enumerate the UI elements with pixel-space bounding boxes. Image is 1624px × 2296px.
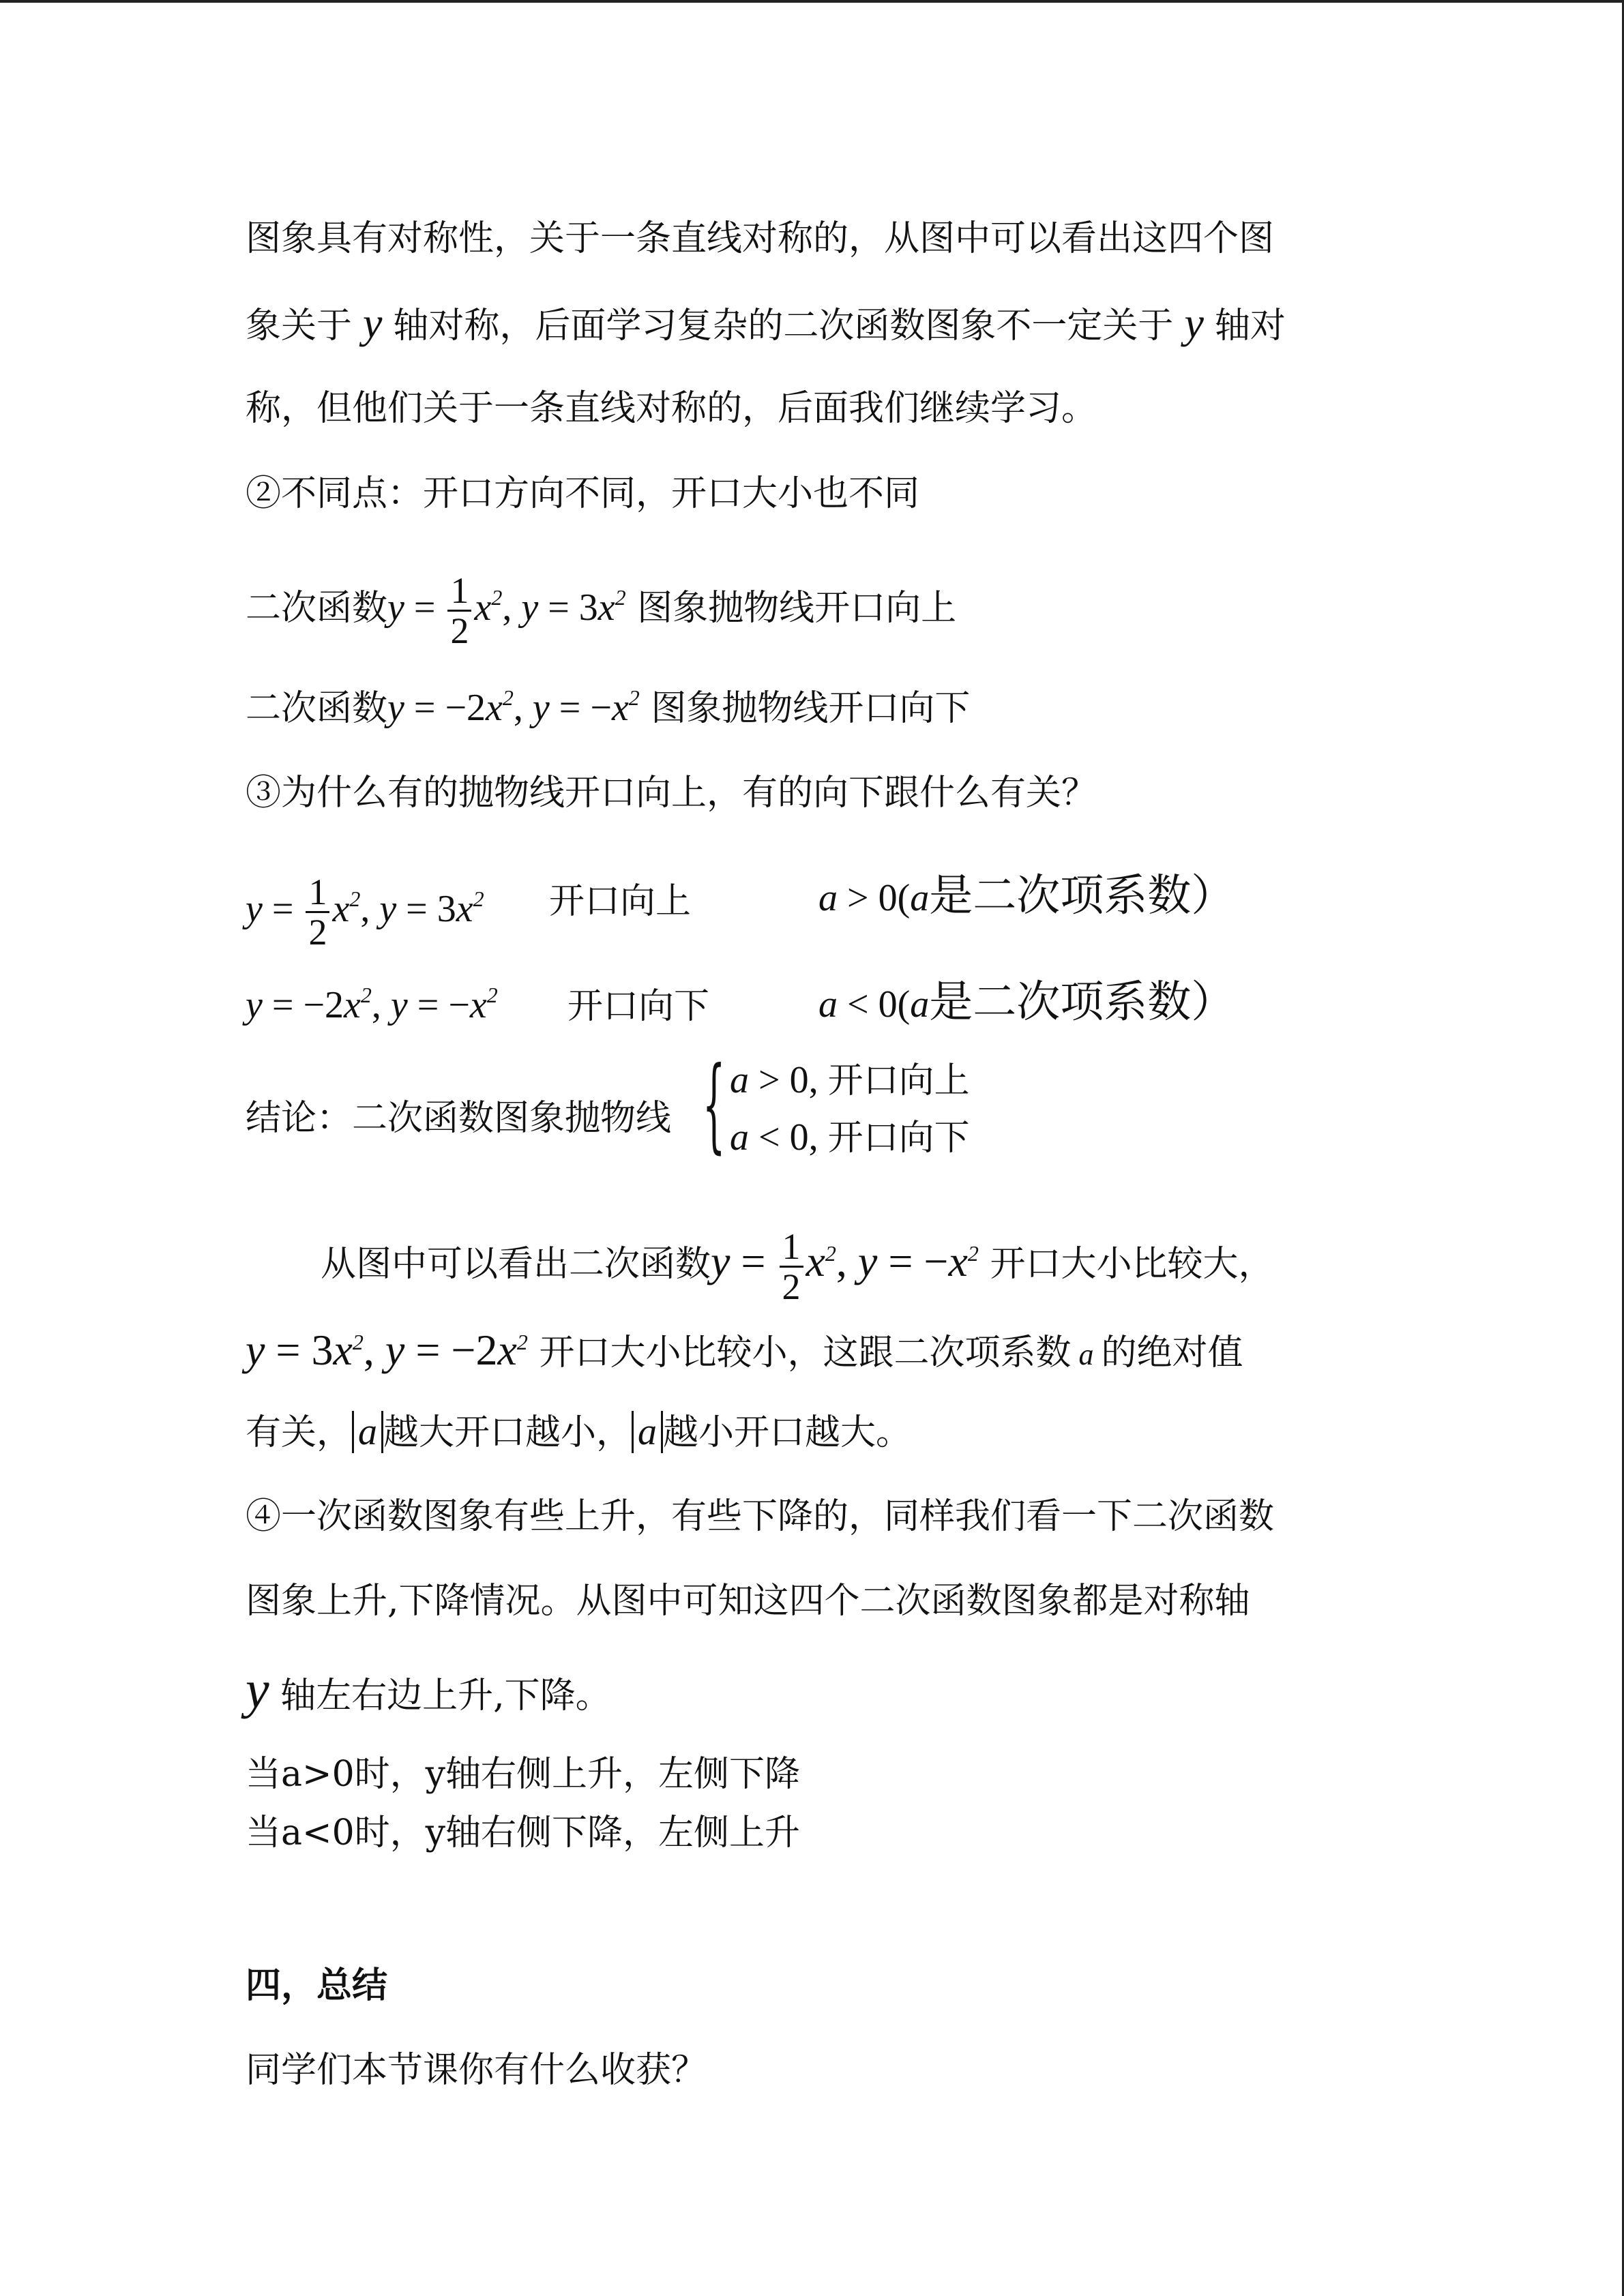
paragraph-line-6: 二次函数$y = -2x^2$, $y = -x^2$ 图象抛物线开口向下: [246, 685, 971, 729]
paragraph-line-3: [246, 387, 1097, 430]
section-heading-summary: 四，总结: [246, 1965, 388, 2006]
formula-row-negative: $y = -2x^2$, $y = -x^2$: [246, 983, 498, 1026]
paragraph-line-17: 当a>0时，y轴右侧上升，左侧下降: [246, 1754, 801, 1795]
conclusion-line: 结论：二次函数图象抛物线: [246, 1098, 672, 1139]
page-frame-top: [0, 0, 1624, 3]
paragraph-line-19: 同学们本节课你有什么收获？: [246, 2050, 707, 2091]
paragraph-line-14: ④一次函数图象有些上升，有些下降的，同样我们看一下二次函数: [246, 1496, 1275, 1537]
formula-row-positive: y = $\frac{1}{2}$ $x^2$, $y = 3x^2$: [246, 871, 484, 953]
paragraph-line-2: [246, 301, 1286, 348]
math-y: y: [352, 299, 394, 347]
text: 二次函数: [246, 588, 388, 629]
abs-a: a: [632, 1411, 663, 1453]
case-a-positive: a > 0, 开口向上: [730, 1059, 970, 1101]
fraction-one-half: $\frac{1}{2}$: [780, 1227, 803, 1306]
text: 图象抛物线开口向下: [651, 688, 971, 729]
math-formula: y: [387, 687, 404, 729]
text: 图象抛物线开口向上: [637, 588, 957, 629]
paragraph-line-1: [246, 217, 1274, 260]
paragraph-line-18: 当a<0时，y轴右侧下降，左侧上升: [246, 1813, 801, 1853]
text: 象关于: [246, 305, 353, 346]
condition-a-negative: a < 0(a是二次项系数）: [818, 977, 1235, 1028]
text: 称，但他们关于一条直线对称的，后面我们继续学习。: [246, 388, 1097, 429]
text: ②不同点：开口方向不同，开口大小也不同: [246, 473, 920, 514]
math-y: y: [1173, 299, 1215, 347]
case-a-negative: a < 0, 开口向下: [730, 1116, 970, 1159]
paragraph-line-13: 有关， a 越大开口越小， a 越小开口越大。: [246, 1411, 912, 1453]
text: 轴对: [1214, 305, 1286, 346]
paragraph-line-7: [246, 771, 1097, 815]
label-open-up: 开口向上: [549, 881, 692, 922]
paragraph-line-5: 二次函数y = $\frac{1}{2}$ $x^2$, $y = 3x^2$ 图象抛物线开口向上: [246, 570, 957, 651]
label-open-down: 开口向下: [567, 986, 710, 1027]
fraction-one-half: $\frac{1}{2}$: [447, 571, 471, 650]
fraction-one-half: $\frac{1}{2}$: [306, 873, 329, 951]
text: 图象具有对称性，关于一条直线对称的，从图中可以看出这四个图: [246, 218, 1275, 259]
paragraph-line-12: $y = 3x^2$, $y = -2x^2$ 开口大小比较小，这跟二次项系数 a 的绝对值: [246, 1326, 1243, 1374]
text: ③为什么有的抛物线开口向上，有的向下跟什么有关？: [246, 773, 1097, 814]
abs-a: a: [352, 1411, 383, 1453]
paragraph-line-16: y 轴左右边上升,下降。: [246, 1660, 611, 1719]
condition-a-positive: a > 0(a是二次项系数）: [818, 871, 1235, 921]
math-formula: y: [387, 586, 404, 629]
paragraph-line-4: [246, 472, 919, 516]
left-brace: {: [703, 1045, 726, 1164]
paragraph-line-15: 图象上升,下降情况。从图中可知这四个二次函数图象都是对称轴: [246, 1581, 1250, 1622]
text: 二次函数: [246, 688, 388, 729]
text: 轴对称，后面学习复杂的二次函数图象不一定关于: [393, 305, 1174, 346]
paragraph-line-11: 从图中可以看出二次函数y = $\frac{1}{2}$ $x^2$, $y = -x^2$ 开口大小比较大，: [321, 1226, 1274, 1307]
